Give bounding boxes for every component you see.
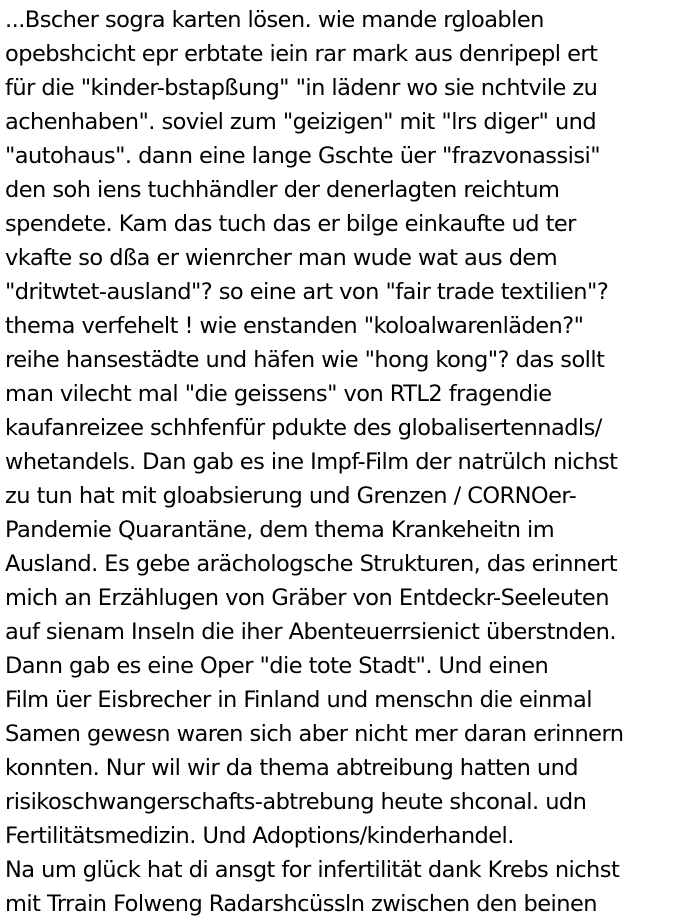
text-line: achenhaben". soviel zum "geizigen" mit "lrs diger" und bbox=[5, 109, 597, 135]
text-line: Ausland. Es gebe arächologsche Strukturen, das erinnert bbox=[5, 551, 617, 577]
text-line: ...Bscher sogra karten lösen. wie mande rgloablen bbox=[5, 7, 544, 33]
text-line: thema verfehelt ! wie enstanden "koloalwarenläden?" bbox=[5, 313, 584, 339]
text-line: Samen gewesn waren sich aber nicht mer daran erinnern bbox=[5, 721, 624, 747]
text-line: für die "kinder-bstapßung" "in lädenr wo sie nchtvile zu bbox=[5, 75, 598, 101]
text-line: "autohaus". dann eine lange Gschte üer "frazvonassisi" bbox=[5, 143, 601, 169]
text-line: spendete. Kam das tuch das er bilge einkaufte ud ter bbox=[5, 211, 576, 237]
text-line: Film üer Eisbrecher in Finland und menschn die einmal bbox=[5, 687, 592, 713]
text-line: reihe hansestädte und häfen wie "hong kong"? das sollt bbox=[5, 347, 605, 373]
text-line: konnten. Nur wil wir da thema abtreibung hatten und bbox=[5, 755, 579, 781]
text-line: mit Trrain Folweng Radarshcüssln zwischen den beinen bbox=[5, 891, 597, 917]
text-line: zu tun hat mit gloabsierung und Grenzen / CORNOer- bbox=[5, 483, 577, 509]
text-line: Fertilitätsmedizin. Und Adoptions/kinderhandel. bbox=[5, 823, 514, 849]
text-line: vkafte so dßa er wienrcher man wude wat aus dem bbox=[5, 245, 558, 271]
text-line: mich an Erzählugen von Gräber von Entdeckr-Seeleuten bbox=[5, 585, 609, 611]
text-line: whetandels. Dan gab es ine Impf-Film der natrülch nichst bbox=[5, 449, 618, 475]
text-line: man vilecht mal "die geissens" von RTL2 fragendie bbox=[5, 381, 552, 407]
text-line: Pandemie Quarantäne, dem thema Krankeheitn im bbox=[5, 517, 555, 543]
text-line: Na um glück hat di ansgt for infertilität dank Krebs nichst bbox=[5, 857, 620, 883]
text-line: risikoschwangerschafts-abtrebung heute shconal. udn bbox=[5, 789, 587, 815]
text-line: opebshcicht epr erbtate iein rar mark aus denripepl ert bbox=[5, 41, 598, 67]
text-line: "dritwtet-ausland"? so eine art von "fair trade textilien"? bbox=[5, 279, 609, 305]
body-text bbox=[5, 3, 624, 920]
text-line: den soh iens tuchhändler der denerlagten reichtum bbox=[5, 177, 560, 203]
text-line: auf sienam Inseln die iher Abenteuerrsienict überstnden. bbox=[5, 619, 616, 645]
text-line: Dann gab es eine Oper "die tote Stadt". Und einen bbox=[5, 653, 549, 679]
text-line: kaufanreizee schhfenfür pdukte des globalisertennadls/ bbox=[5, 415, 602, 441]
